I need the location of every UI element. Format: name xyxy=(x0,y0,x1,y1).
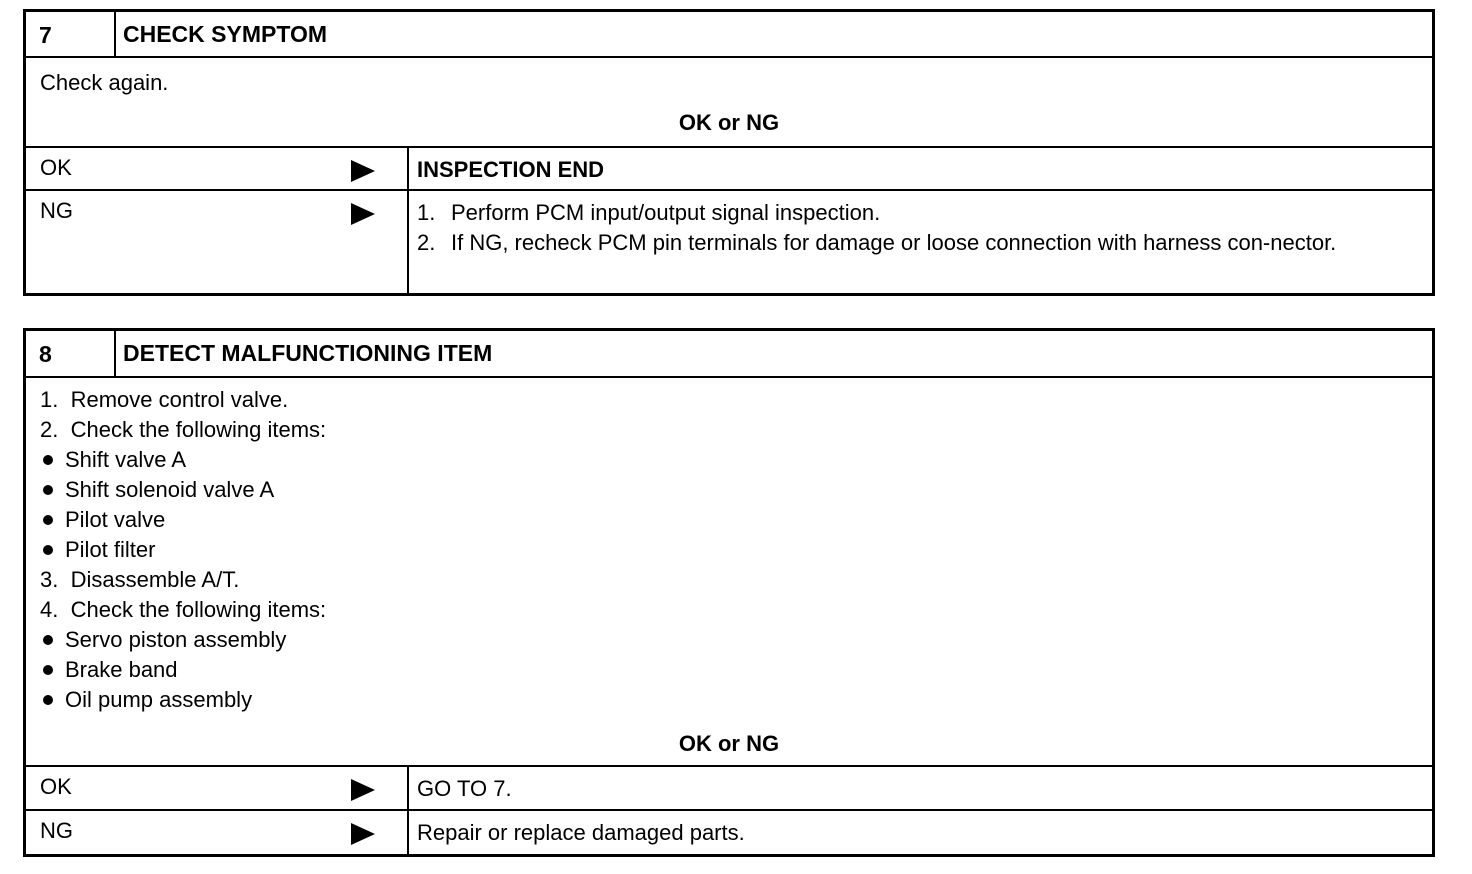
list-item: Pilot filter xyxy=(40,535,1432,565)
bullet-icon xyxy=(43,515,53,525)
arrow-right-icon xyxy=(351,203,375,225)
bullet-icon xyxy=(43,485,53,495)
list-item: Shift solenoid valve A xyxy=(40,475,1432,505)
bullet-icon xyxy=(43,665,53,675)
ok-label-cell xyxy=(26,767,409,809)
list-item: 4. Check the following items: xyxy=(40,597,327,622)
step-title: CHECK SYMPTOM xyxy=(123,21,328,47)
list-item: Oil pump assembly xyxy=(40,685,1432,715)
ok-ng-title: OK or NG xyxy=(678,731,780,756)
ok-action: GO TO 7. xyxy=(417,776,512,801)
ok-action: INSPECTION END xyxy=(417,157,605,182)
step-number: 8 xyxy=(26,331,116,376)
instruction-text: Check again. xyxy=(40,70,169,95)
ok-label: OK xyxy=(40,774,72,799)
ng-action: Repair or replace damaged parts. xyxy=(417,820,745,845)
bullet-icon xyxy=(43,455,53,465)
ng-row xyxy=(26,191,1432,293)
step-8-table xyxy=(23,328,1435,857)
ng-row xyxy=(26,811,1432,854)
arrow-right-icon xyxy=(351,823,375,845)
instruction-list xyxy=(26,378,1432,715)
ng-actions xyxy=(409,191,1432,293)
step-header xyxy=(26,12,1432,58)
ng-action-item xyxy=(417,228,1432,258)
list-item: Brake band xyxy=(40,655,1432,685)
ng-label: NG xyxy=(40,198,73,223)
ok-label-cell xyxy=(26,148,409,189)
bullet-icon xyxy=(43,635,53,645)
step-7-table xyxy=(23,9,1435,296)
item-number: 1. xyxy=(417,200,436,225)
list-item: 1. Remove control valve. xyxy=(40,387,289,412)
list-item: 3. Disassemble A/T. xyxy=(40,567,240,592)
step-header xyxy=(26,331,1432,378)
step-body xyxy=(26,58,1432,148)
bullet-icon xyxy=(43,545,53,555)
item-text: If NG, recheck PCM pin terminals for damage or loose connection with harness con-nector. xyxy=(451,230,1337,255)
ng-label-cell xyxy=(26,191,409,293)
ok-row xyxy=(26,767,1432,811)
ok-label: OK xyxy=(40,155,72,180)
list-item: Pilot valve xyxy=(40,505,1432,535)
item-text: Perform PCM input/output signal inspection. xyxy=(451,200,881,225)
ng-label: NG xyxy=(40,818,73,843)
item-number: 2. xyxy=(417,230,436,255)
step-number: 7 xyxy=(26,12,116,56)
step-title: DETECT MALFUNCTIONING ITEM xyxy=(123,340,493,366)
ok-row xyxy=(26,148,1432,191)
arrow-right-icon xyxy=(351,779,375,801)
ng-label-cell xyxy=(26,811,409,854)
list-item: Servo piston assembly xyxy=(40,625,1432,655)
ng-action-item xyxy=(417,198,1432,228)
step-body xyxy=(26,378,1432,767)
ok-ng-title: OK or NG xyxy=(678,110,780,135)
list-item: 2. Check the following items: xyxy=(40,417,327,442)
arrow-right-icon xyxy=(351,160,375,182)
bullet-icon xyxy=(43,695,53,705)
list-item: Shift valve A xyxy=(40,445,1432,475)
